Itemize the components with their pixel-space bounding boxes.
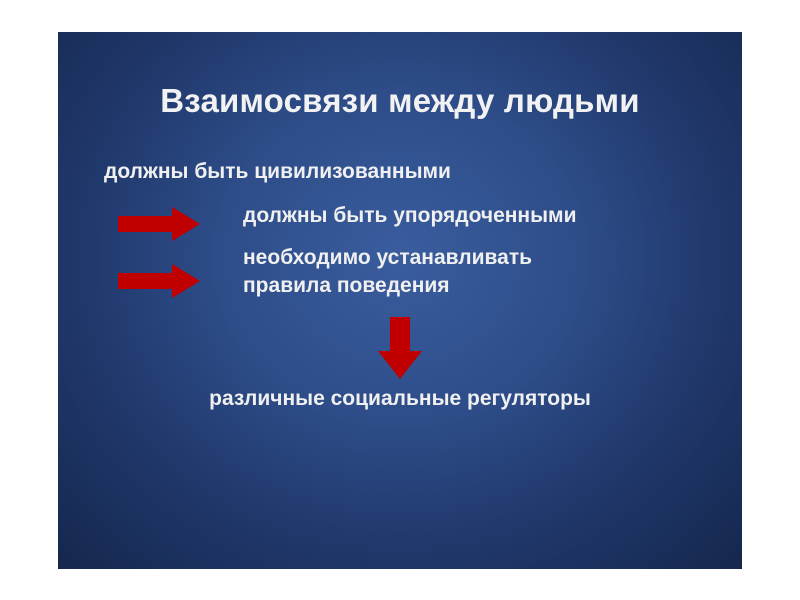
arrow-shaft (118, 216, 174, 232)
arrow-down-icon (378, 317, 422, 379)
statement-line-3-part1: необходимо устанавливать (243, 246, 533, 269)
statement-line-3-part2: правила поведения (243, 274, 450, 297)
page-title: Взаимосвязи между людьми (160, 82, 640, 119)
statement-line-2: должны быть упорядоченными (243, 204, 577, 227)
statement-line-1: должны быть цивилизованными (104, 160, 451, 183)
arrow-shaft (118, 273, 174, 289)
arrow-right-icon (118, 264, 200, 298)
statement-line-3 (243, 244, 532, 300)
arrow-shaft (390, 317, 410, 353)
arrow-head (378, 351, 422, 379)
arrow-head (172, 207, 200, 241)
slide-canvas (58, 32, 742, 569)
conclusion-line: различные социальные регуляторы (209, 387, 591, 410)
arrow-right-icon (118, 207, 200, 241)
arrow-head (172, 264, 200, 298)
